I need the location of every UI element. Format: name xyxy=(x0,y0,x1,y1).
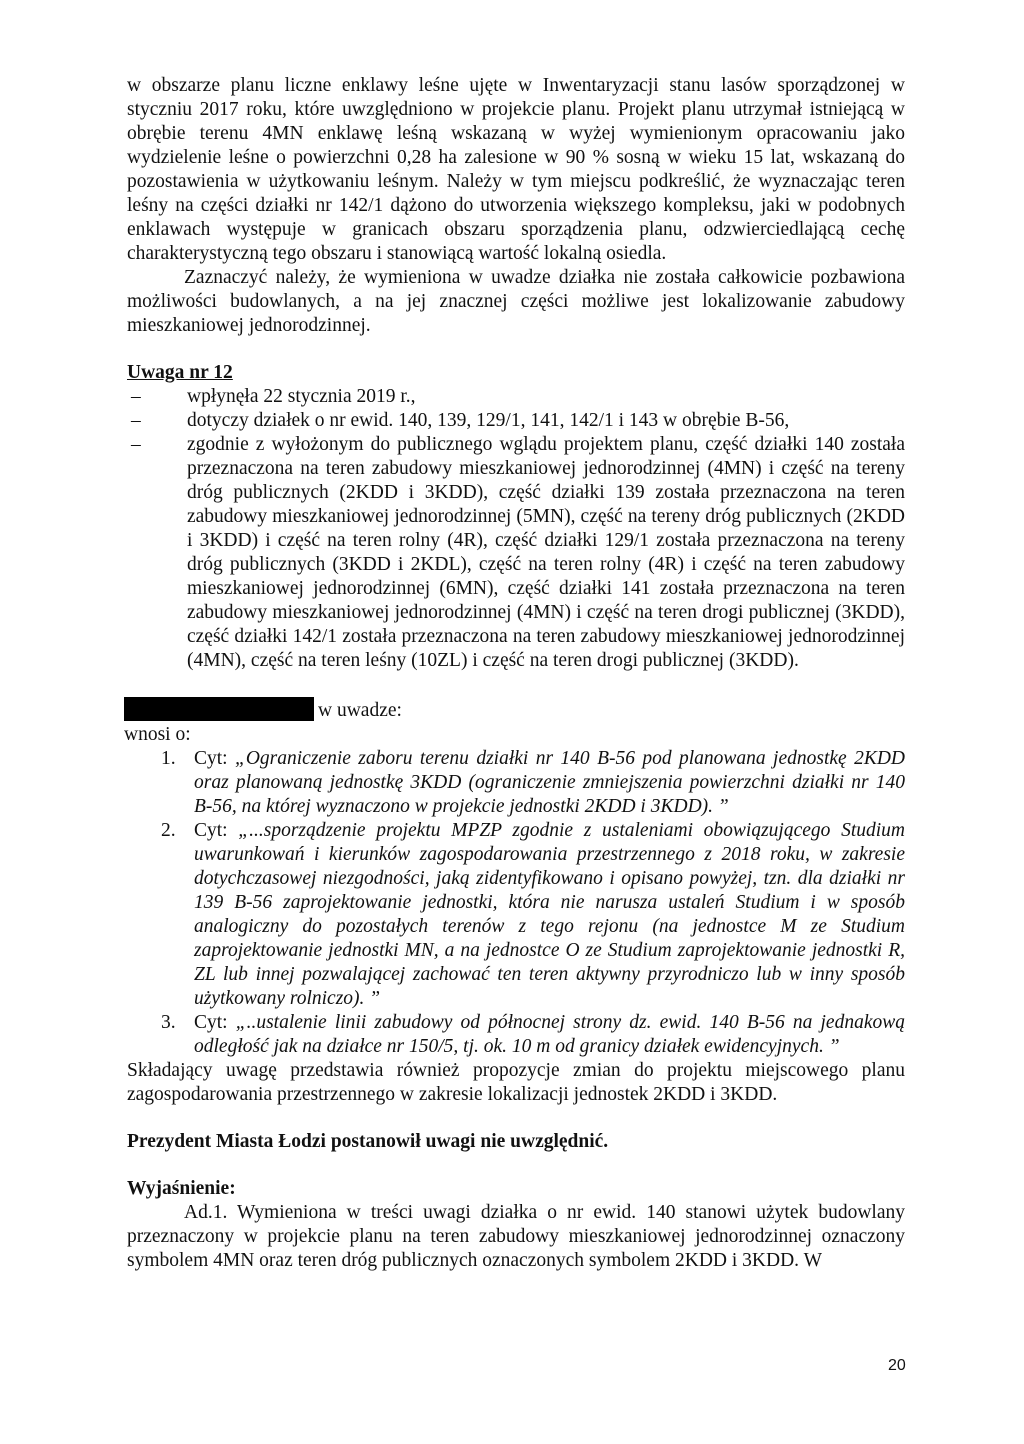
remark-heading: Uwaga nr 12 xyxy=(127,362,233,383)
decision: Prezydent Miasta Łodzi postanowił uwagi nie uwzględnić. xyxy=(127,1131,609,1152)
quote-prefix: Cyt: xyxy=(194,820,239,841)
request-list xyxy=(127,747,905,1059)
page-number: 20 xyxy=(888,1357,906,1374)
explanation-heading: Wyjaśnienie: xyxy=(127,1178,236,1199)
remark-details-list xyxy=(127,385,905,673)
page-content xyxy=(124,74,905,1273)
remark-detail-item: – wpłynęła 22 stycznia 2019 r., xyxy=(127,385,905,409)
quote-prefix: Cyt: xyxy=(194,748,235,769)
explanation-text: Ad.1. Wymieniona w treści uwagi działka o nr ewid. 140 stanowi użytek budowlany przeznaczony w projekcie planu na teren zabudowy mieszkaniowej jednorodzinnej oznaczony symbolem 4MN oraz teren dróg publicznych oznaczonych symbolem 2KDD i 3KDD. W xyxy=(127,1202,905,1271)
paragraph-forest-enclave: w obszarze planu liczne enklawy leśne ujęte w Inwentaryzacji stanu lasów sporządzonej w styczniu 2017 roku, które uwzględniono w projekcie planu. Projekt planu utrzymał istniejącą w obrębie terenu 4MN enklawę leśną wskazaną w wyżej wymienionym opracowaniu jako wydzielenie leśne o powierzchni 0,28 ha zalesione w 90 % sosną w wieku 15 lat, wskazaną do pozostawienia w użytkowaniu leśnym. Należy w tym miejscu podkreślić, że wyznaczając teren leśny na części działki nr 142/1 dążono do utworzenia większego kompleksu, jaki w podobnych enklawach występuje w granicach obszaru sporządzenia planu, odzwierciedlającą cechę charakterystyczną tego obszaru i stanowiącą wartość lokalną osiedla. xyxy=(127,75,905,264)
request-item-number: 1. xyxy=(161,748,176,769)
quote-text: „Ograniczenie zaboru terenu działki nr 140 B-56 pod planowana jednostkę 2KDD oraz planowaną jednostkę 3KDD (ograniczenie zmniejszenia powierzchni działki nr 140 B-56, na której wyznaczono w projekcie jednostki 2KDD i 3KDD). ” xyxy=(194,748,905,817)
request-item xyxy=(127,747,905,819)
request-label: wnosi o: xyxy=(124,724,191,745)
request-summary: Składający uwagę przedstawia również propozycje zmian do projektu miejscowego planu zagospodarowania przestrzennego w zakresie lokalizacji jednostek 2KDD i 3KDD. xyxy=(127,1060,905,1105)
request-item-number: 3. xyxy=(161,1012,176,1033)
redacted-name xyxy=(124,697,314,721)
quote-text: „...sporządzenie projektu MPZP zgodnie z ustaleniami obowiązującego Studium uwarunkowań i kierunków zagospodarowania przestrzennego z 2018 roku, w zakresie dotychczasowej niezgodności, jaką zidentyfikowano i opisano powyżej, tzn. dla działki nr 139 B-56 zaprojektowanie jednostki, która nie narusza ustaleń Studium i w sposób analogiczny do pozostałych terenów z tego rejonu (na jednostce M ze Studium zaprojektowanie jednostki MN, a na jednostce O ze Studium zaprojektowanie jednostki R, ZL lub innej pozwalającej zachować ten teren aktywny przyrodniczo lub w inny sposób użytkowany rolniczo). ” xyxy=(194,820,905,1009)
quote-prefix: Cyt: xyxy=(194,1012,236,1033)
request-item-number: 2. xyxy=(161,820,176,841)
remark-detail-item: – zgodnie z wyłożonym do publicznego wglądu projektem planu, część działki 140 została przeznaczona na teren zabudowy mieszkaniowej jednorodzinnej (4MN) i część na tereny dróg publicznych (2KDD i 3KDD), część działki 139 została przeznaczona na teren zabudowy mieszkaniowej jednorodzinnej (5MN), część na tereny dróg publicznych (2KDD i 3KDD) i część na teren rolny (4R), część działki 129/1 została przeznaczona na tereny dróg publicznych (3KDD i 2KDL), część na teren rolny (4R) i część na teren zabudowy mieszkaniowej jednorodzinnej (6MN), część działki 141 została przeznaczona na teren zabudowy mieszkaniowej jednorodzinnej (4MN) i część na teren drogi publicznej (3KDD), część działki 142/1 została przeznaczona na teren zabudowy mieszkaniowej jednorodzinnej (4MN), część na teren leśny (10ZL) i część na teren drogi publicznej (3KDD). xyxy=(127,433,905,673)
quote-text: „..ustalenie linii zabudowy od północnej strony dz. ewid. 140 B-56 na jednakową odległość jak na działce nr 150/5, tj. ok. 10 m od granicy działek ewidencyjnych. ” xyxy=(194,1012,905,1057)
remark-detail-item: – dotyczy działek o nr ewid. 140, 139, 129/1, 141, 142/1 i 143 w obrębie B-56, xyxy=(127,409,905,433)
request-item xyxy=(127,1011,905,1059)
request-item xyxy=(127,819,905,1011)
paragraph-building-possibility: Zaznaczyć należy, że wymieniona w uwadze działka nie została całkowicie pozbawiona możliwości budowlanych, a na jej znacznej części możliwe jest lokalizowanie zabudowy mieszkaniowej jednorodzinnej. xyxy=(127,267,905,336)
in-remark-label: w uwadze: xyxy=(318,700,402,721)
submitter-line xyxy=(124,697,905,723)
